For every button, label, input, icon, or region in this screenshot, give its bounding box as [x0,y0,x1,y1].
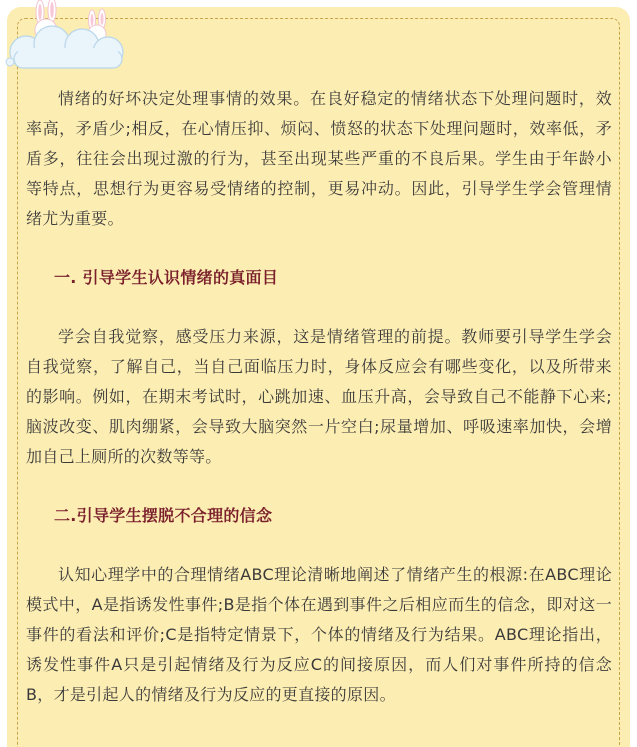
section-2-paragraph: 认知心理学中的合理情绪ABC理论清晰地阐述了情绪产生的根源:在ABC理论模式中，A是指诱发性事件;B是指个体在遇到事件之后相应而生的信念，即对这一事件的看法和评价;C是指特定情景下，个体的情绪及行为结果。ABC理论指出，诱发性事件A只是引起情绪及行为反应C的间接原因，而人们对事件所持的信念B，才是引起人的情绪及行为反应的更直接的原因。 [26,565,612,704]
intro-paragraph: 情绪的好坏决定处理事情的效果。在良好稳定的情绪状态下处理问题时，效率高，矛盾少;相反，在心情压抑、烦闷、愤怒的状态下处理问题时，效率低，矛盾多，往往会出现过激的行为，甚至出现某些严重的不良后果。学生由于年龄小等特点，思想行为更容易受情绪的控制，更易冲动。因此，引导学生学会管理情绪尤为重要。 [26,89,612,228]
article-content [26,84,612,710]
section-1-paragraph: 学会自我觉察，感受压力来源，这是情绪管理的前提。教师要引导学生学会自我觉察，了解自己，当自己面临压力时，身体反应会有哪些变化，以及所带来的影响。例如，在期末考试时，心跳加速、血压升高，会导致自己不能静下心来;脑波改变、肌肉绷紧，会导致大脑突然一片空白;尿量增加、呼吸速率加快，会增加自己上厕所的次数等等。 [26,327,612,466]
section-heading-2: 二.引导学生摆脱不合理的信念 [54,506,273,525]
cloud-with-bunnies-icon [0,0,140,80]
section-heading-1: 一. 引导学生认识情绪的真面目 [54,268,279,287]
